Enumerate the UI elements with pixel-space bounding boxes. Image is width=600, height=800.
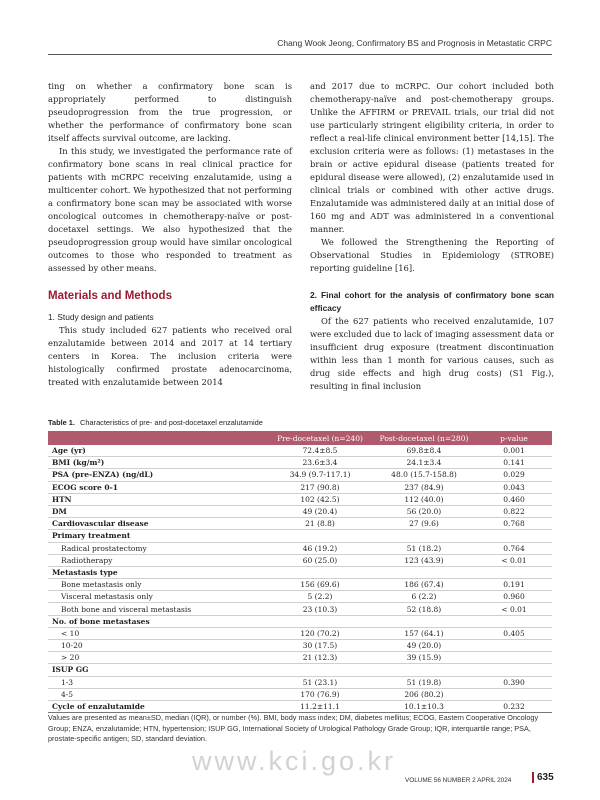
right-paragraph-3: Of the 627 patients who received enzalutamide, 107 were excluded due to lack of imaging assessment data or insufficient drug exposure (treatment discontinuation within less than 1 month for various causes, such as drug side effects and high drug costs) (S1 Fig.), resulting in final inclusion [310, 316, 554, 391]
cell-pre: 120 (70.2) [268, 627, 372, 639]
cell-post: 123 (43.9) [372, 554, 476, 566]
row-label: < 10 [48, 627, 268, 639]
row-label: Primary treatment [48, 530, 268, 542]
row-label: BMI (kg/m²) [48, 457, 268, 469]
cell-post [372, 615, 476, 627]
cell-pvalue [476, 652, 552, 664]
cell-pvalue: 0.232 [476, 700, 552, 712]
cell-post: 237 (84.9) [372, 481, 476, 493]
cell-pvalue: 0.960 [476, 591, 552, 603]
table-caption-text: Characteristics of pre- and post-docetaxel enzalutamide [80, 418, 263, 427]
cell-pre [268, 566, 372, 578]
cell-post: 69.8±8.4 [372, 445, 476, 457]
cell-post: 56 (20.0) [372, 505, 476, 517]
cell-post: 51 (18.2) [372, 542, 476, 554]
cell-pre: 46 (19.2) [268, 542, 372, 554]
cell-pre: 156 (69.6) [268, 579, 372, 591]
cell-pre [268, 530, 372, 542]
row-label: DM [48, 505, 268, 517]
cell-pvalue: 0.764 [476, 542, 552, 554]
cell-post: 6 (2.2) [372, 591, 476, 603]
cell-pvalue: < 0.01 [476, 603, 552, 615]
row-label: Age (yr) [48, 445, 268, 457]
cell-post [372, 530, 476, 542]
row-label: No. of bone metastases [48, 615, 268, 627]
row-label: 4-5 [48, 688, 268, 700]
footer-divider [532, 772, 534, 783]
table-row [48, 640, 552, 652]
cell-pre: 23 (10.3) [268, 603, 372, 615]
cell-pvalue: 0.043 [476, 481, 552, 493]
cell-pvalue: 0.141 [476, 457, 552, 469]
cell-post: 186 (67.4) [372, 579, 476, 591]
row-label: Radiotherapy [48, 554, 268, 566]
row-label: Cardiovascular disease [48, 518, 268, 530]
table-header-row [48, 431, 552, 445]
table-row [48, 518, 552, 530]
right-paragraph-1: and 2017 due to mCRPC. Our cohort included both chemotherapy-naïve and post-chemotherapy groups. Unlike the AFFIRM or PREVAIL trials, our trial did not use particularly stringent eligibility criteria, in order to reflect a real-life clinical environment better [14,15]. The exclusion criteria were as follows: (1) metastases in the brain or active epidural disease (patients treated for epidural disease were allowed), (2) enzalutamide used in clinical trials or combined with other active drugs. Enzalutamide was administered daily at an initial dose of 160 mg and ADT was administered in a conventional manner. [310, 81, 554, 234]
cell-pvalue [476, 530, 552, 542]
cell-pvalue: 0.768 [476, 518, 552, 530]
cell-post: 24.1±3.4 [372, 457, 476, 469]
table-row [48, 505, 552, 517]
table-row [48, 530, 552, 542]
cell-post: 10.1±10.3 [372, 700, 476, 712]
row-label: Both bone and visceral metastasis [48, 603, 268, 615]
cell-pre: 5 (2.2) [268, 591, 372, 603]
cell-post: 206 (80.2) [372, 688, 476, 700]
cell-pre: 21 (12.3) [268, 652, 372, 664]
subheading-final-cohort: 2. Final cohort for the analysis of confirmatory bone scan efficacy [310, 290, 554, 313]
cell-pre: 102 (42.5) [268, 493, 372, 505]
table-header-pre: Pre-docetaxel (n=240) [268, 431, 372, 445]
table-row [48, 457, 552, 469]
table-header-pvalue: p-value [476, 431, 552, 445]
header-rule [48, 54, 552, 55]
right-column [310, 80, 554, 393]
table-header-post: Post-docetaxel (n=280) [372, 431, 476, 445]
cell-post: 49 (20.0) [372, 640, 476, 652]
cell-pvalue [476, 640, 552, 652]
table-row [48, 566, 552, 578]
table-row [48, 481, 552, 493]
table-footnote: Values are presented as mean±SD, median (IQR), or number (%). BMI, body mass index; DM, diabetes mellitus; ECOG, Eastern Cooperative Oncology Group; ENZA, enzalutamide; HTN, hypertension; ISUP GG, International Society of Urological Pathology Grade Group; IQR, interquartile range; PSA, prostate-specific antigen; SD, standard deviation. [48, 713, 539, 743]
cell-post: 51 (19.8) [372, 676, 476, 688]
table-row [48, 469, 552, 481]
left-paragraph-2: In this study, we investigated the performance rate of confirmatory bone scans in real clinical practice for patients with mCRPC receiving enzalutamide, using a multicenter cohort. We hypothesized that not performing a confirmatory bone scan may be associated with worse oncological outcomes in chemotherapy-naïve or post-docetaxel settings. We also hypothesized that the pseudoprogression group would have similar oncological outcomes to those who responded to treatment as assessed by other means. [48, 146, 292, 273]
row-label: PSA (pre-ENZA) (ng/dL) [48, 469, 268, 481]
cell-pvalue: 0.191 [476, 579, 552, 591]
row-label: Bone metastasis only [48, 579, 268, 591]
watermark: www.kci.go.kr [192, 746, 397, 776]
cell-pvalue [476, 664, 552, 676]
table-row [48, 493, 552, 505]
running-head: Chang Wook Jeong, Confirmatory BS and Prognosis in Metastatic CRPC [277, 38, 552, 48]
row-label: > 20 [48, 652, 268, 664]
cell-pre: 51 (23.1) [268, 676, 372, 688]
cell-pvalue [476, 688, 552, 700]
section-heading-methods: Materials and Methods [48, 290, 172, 302]
table-row [48, 664, 552, 676]
table-row [48, 627, 552, 639]
table-row [48, 652, 552, 664]
cell-pvalue: 0.822 [476, 505, 552, 517]
cell-pre: 60 (25.0) [268, 554, 372, 566]
cell-pre: 49 (20.4) [268, 505, 372, 517]
cell-post: 112 (40.0) [372, 493, 476, 505]
cell-pre [268, 615, 372, 627]
table-row [48, 579, 552, 591]
cell-pvalue [476, 566, 552, 578]
row-label: Cycle of enzalutamide [48, 700, 268, 712]
cell-pre [268, 664, 372, 676]
cell-pre: 34.9 (9.7-117.1) [268, 469, 372, 481]
table-row [48, 688, 552, 700]
cell-pvalue: < 0.01 [476, 554, 552, 566]
cell-post: 52 (18.8) [372, 603, 476, 615]
cell-post: 39 (15.9) [372, 652, 476, 664]
cell-pre: 23.6±3.4 [268, 457, 372, 469]
characteristics-table [48, 431, 552, 713]
table-row [48, 542, 552, 554]
cell-pvalue: 0.390 [476, 676, 552, 688]
cell-post [372, 566, 476, 578]
table-header-label [48, 431, 268, 445]
cell-pre: 21 (8.8) [268, 518, 372, 530]
row-label: HTN [48, 493, 268, 505]
cell-pvalue: 0.001 [476, 445, 552, 457]
left-paragraph-1: ting on whether a confirmatory bone scan is appropriately performed to distinguish pseudoprogression from the true progression, or whether the performance of confirmatory bone scan itself affects survival outcome, are lacking. [48, 81, 292, 143]
table-caption [48, 418, 552, 427]
table-label: Table 1. [48, 418, 75, 427]
row-label: Metastasis type [48, 566, 268, 578]
row-label: Visceral metastasis only [48, 591, 268, 603]
right-paragraph-2: We followed the Strengthening the Reporting of Observational Studies in Epidemiology (STROBE) reporting guideline [16]. [310, 237, 554, 273]
cell-post [372, 664, 476, 676]
row-label: ISUP GG [48, 664, 268, 676]
cell-pre: 11.2±11.1 [268, 700, 372, 712]
table-row [48, 554, 552, 566]
cell-pre: 72.4±8.5 [268, 445, 372, 457]
footer-issue: VOLUME 56 NUMBER 2 APRIL 2024 [405, 777, 512, 784]
cell-pre: 170 (76.9) [268, 688, 372, 700]
table-row [48, 676, 552, 688]
table-row [48, 445, 552, 457]
cell-post: 157 (64.1) [372, 627, 476, 639]
table-container [48, 431, 552, 713]
subheading-study-design: 1. Study design and patients [48, 312, 154, 322]
cell-pvalue [476, 615, 552, 627]
cell-pre: 30 (17.5) [268, 640, 372, 652]
table-row [48, 591, 552, 603]
cell-post: 48.0 (15.7-158.8) [372, 469, 476, 481]
row-label: 10-20 [48, 640, 268, 652]
table-row [48, 700, 552, 712]
table-body [48, 445, 552, 713]
row-label: ECOG score 0-1 [48, 481, 268, 493]
row-label: Radical prostatectomy [48, 542, 268, 554]
cell-pvalue: 0.029 [476, 469, 552, 481]
table-row [48, 603, 552, 615]
cell-post: 27 (9.6) [372, 518, 476, 530]
cell-pvalue: 0.460 [476, 493, 552, 505]
row-label: 1-3 [48, 676, 268, 688]
page-number: 635 [537, 772, 554, 783]
table-row [48, 615, 552, 627]
left-column [48, 80, 292, 389]
left-paragraph-3: This study included 627 patients who received oral enzalutamide between 2014 and 2017 at 14 tertiary centers in Korea. The inclusion criteria were histologically confirmed prostate adenocarcinoma, treated with enzalutamide between 2014 [48, 325, 292, 387]
cell-pre: 217 (90.8) [268, 481, 372, 493]
cell-pvalue: 0.405 [476, 627, 552, 639]
